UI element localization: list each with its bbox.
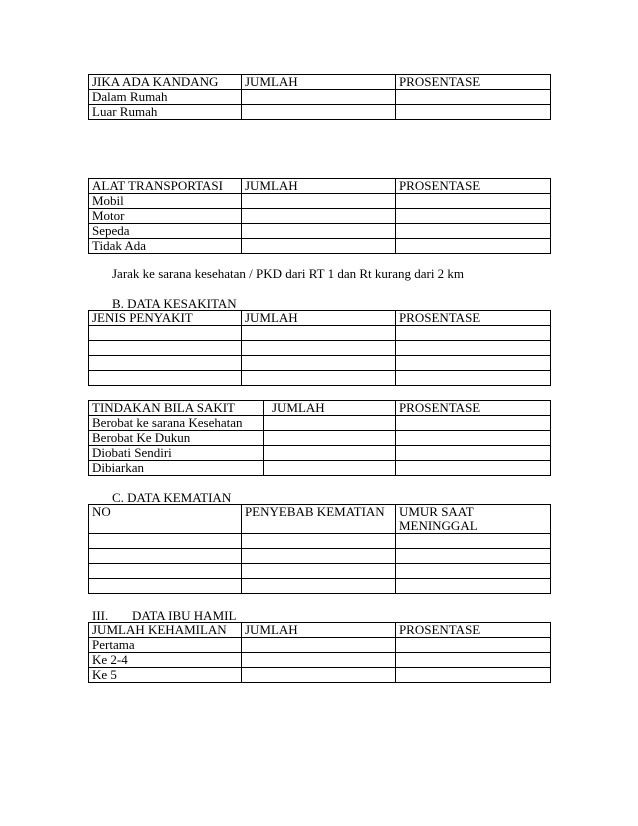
jarak-text: Jarak ke sarana kesehatan / PKD dari RT 1 dan Rt kurang dari 2 km [112, 266, 465, 281]
prosentase-cell[interactable] [395, 209, 550, 224]
jumlah-cell[interactable] [241, 356, 395, 371]
penyebab-cell[interactable] [241, 549, 395, 564]
table-row [89, 224, 551, 239]
table-row [89, 564, 551, 579]
jumlah-cell[interactable] [241, 224, 395, 239]
table-header-row [89, 505, 551, 534]
header-cell: JUMLAH [263, 401, 395, 416]
jumlah-cell[interactable] [263, 416, 395, 431]
prosentase-cell[interactable] [395, 90, 550, 105]
header-cell: PROSENTASE [395, 311, 550, 326]
jumlah-cell[interactable] [241, 638, 395, 653]
transportasi-table [88, 178, 551, 254]
no-cell[interactable] [89, 564, 242, 579]
row-label: Berobat ke sarana Kesehatan [89, 416, 264, 431]
table-row [89, 446, 551, 461]
prosentase-cell[interactable] [395, 371, 550, 386]
table-row [89, 638, 551, 653]
header-cell: PROSENTASE [395, 623, 550, 638]
no-cell[interactable] [89, 549, 242, 564]
jumlah-cell[interactable] [263, 446, 395, 461]
table-row [89, 209, 551, 224]
prosentase-cell[interactable] [395, 194, 550, 209]
empty-cell[interactable] [89, 326, 242, 341]
empty-cell[interactable] [89, 371, 242, 386]
section-heading-ibu-hamil: DATA IBU HAMIL [132, 608, 237, 623]
empty-cell[interactable] [89, 356, 242, 371]
header-cell: JUMLAH KEHAMILAN [89, 623, 242, 638]
table-row [89, 371, 551, 386]
table-row [89, 653, 551, 668]
jumlah-cell[interactable] [241, 209, 395, 224]
table-row [89, 239, 551, 254]
prosentase-cell[interactable] [395, 653, 550, 668]
row-label: Ke 2-4 [89, 653, 242, 668]
ibu-hamil-table [88, 622, 551, 683]
prosentase-cell[interactable] [395, 341, 550, 356]
header-cell: UMUR SAAT MENINGGAL [395, 505, 550, 534]
jumlah-cell[interactable] [241, 105, 395, 120]
row-label: Dibiarkan [89, 461, 264, 476]
table-row [89, 461, 551, 476]
prosentase-cell[interactable] [395, 416, 550, 431]
header-cell: PROSENTASE [395, 401, 550, 416]
penyebab-cell[interactable] [241, 534, 395, 549]
no-cell[interactable] [89, 534, 242, 549]
umur-cell[interactable] [395, 564, 550, 579]
header-cell: JENIS PENYAKIT [89, 311, 242, 326]
row-label: Diobati Sendiri [89, 446, 264, 461]
jumlah-cell[interactable] [241, 371, 395, 386]
header-cell: ALAT TRANSPORTASI [89, 179, 242, 194]
umur-cell[interactable] [395, 549, 550, 564]
section-heading-kematian: C. DATA KEMATIAN [112, 490, 232, 505]
prosentase-cell[interactable] [395, 431, 550, 446]
table-header-row [89, 311, 551, 326]
header-cell: JUMLAH [241, 623, 395, 638]
prosentase-cell[interactable] [395, 356, 550, 371]
table-row [89, 90, 551, 105]
prosentase-cell[interactable] [395, 239, 550, 254]
row-label: Dalam Rumah [89, 90, 242, 105]
table-header-row [89, 75, 551, 90]
table-header-row [89, 623, 551, 638]
jumlah-cell[interactable] [263, 431, 395, 446]
kesakitan-table [88, 310, 551, 386]
header-cell: JIKA ADA KANDANG [89, 75, 242, 90]
row-label: Luar Rumah [89, 105, 242, 120]
prosentase-cell[interactable] [395, 446, 550, 461]
table-row [89, 356, 551, 371]
jumlah-cell[interactable] [241, 194, 395, 209]
no-cell[interactable] [89, 579, 242, 594]
table-row [89, 341, 551, 356]
kematian-table [88, 504, 551, 594]
table-row [89, 534, 551, 549]
jumlah-cell[interactable] [241, 90, 395, 105]
header-cell: PROSENTASE [395, 179, 550, 194]
tindakan-table [88, 400, 551, 476]
jumlah-cell[interactable] [241, 668, 395, 683]
row-label: Motor [89, 209, 242, 224]
table-row [89, 194, 551, 209]
prosentase-cell[interactable] [395, 105, 550, 120]
jumlah-cell[interactable] [263, 461, 395, 476]
umur-cell[interactable] [395, 534, 550, 549]
header-cell: PROSENTASE [395, 75, 550, 90]
header-cell: PENYEBAB KEMATIAN [241, 505, 395, 534]
row-label: Tidak Ada [89, 239, 242, 254]
jumlah-cell[interactable] [241, 341, 395, 356]
row-label: Pertama [89, 638, 242, 653]
prosentase-cell[interactable] [395, 326, 550, 341]
header-cell: NO [89, 505, 242, 534]
row-label: Sepeda [89, 224, 242, 239]
jumlah-cell[interactable] [241, 239, 395, 254]
empty-cell[interactable] [89, 341, 242, 356]
penyebab-cell[interactable] [241, 579, 395, 594]
table-row [89, 416, 551, 431]
header-cell: JUMLAH [241, 75, 395, 90]
table-row [89, 549, 551, 564]
table-header-row [89, 179, 551, 194]
header-cell: JUMLAH [241, 179, 395, 194]
prosentase-cell[interactable] [395, 461, 550, 476]
jumlah-cell[interactable] [241, 326, 395, 341]
row-label: Berobat Ke Dukun [89, 431, 264, 446]
kandang-table [88, 74, 551, 120]
header-cell: JUMLAH [241, 311, 395, 326]
table-row [89, 579, 551, 594]
table-header-row [89, 401, 551, 416]
table-row [89, 105, 551, 120]
section-heading-kesakitan: B. DATA KESAKITAN [112, 296, 237, 311]
table-row [89, 668, 551, 683]
jumlah-cell[interactable] [241, 653, 395, 668]
prosentase-cell[interactable] [395, 638, 550, 653]
table-row [89, 326, 551, 341]
row-label: Ke 5 [89, 668, 242, 683]
header-cell: TINDAKAN BILA SAKIT [89, 401, 264, 416]
prosentase-cell[interactable] [395, 224, 550, 239]
prosentase-cell[interactable] [395, 668, 550, 683]
table-row [89, 431, 551, 446]
row-label: Mobil [89, 194, 242, 209]
section-number-ibu-hamil: III. [92, 608, 109, 623]
penyebab-cell[interactable] [241, 564, 395, 579]
umur-cell[interactable] [395, 579, 550, 594]
